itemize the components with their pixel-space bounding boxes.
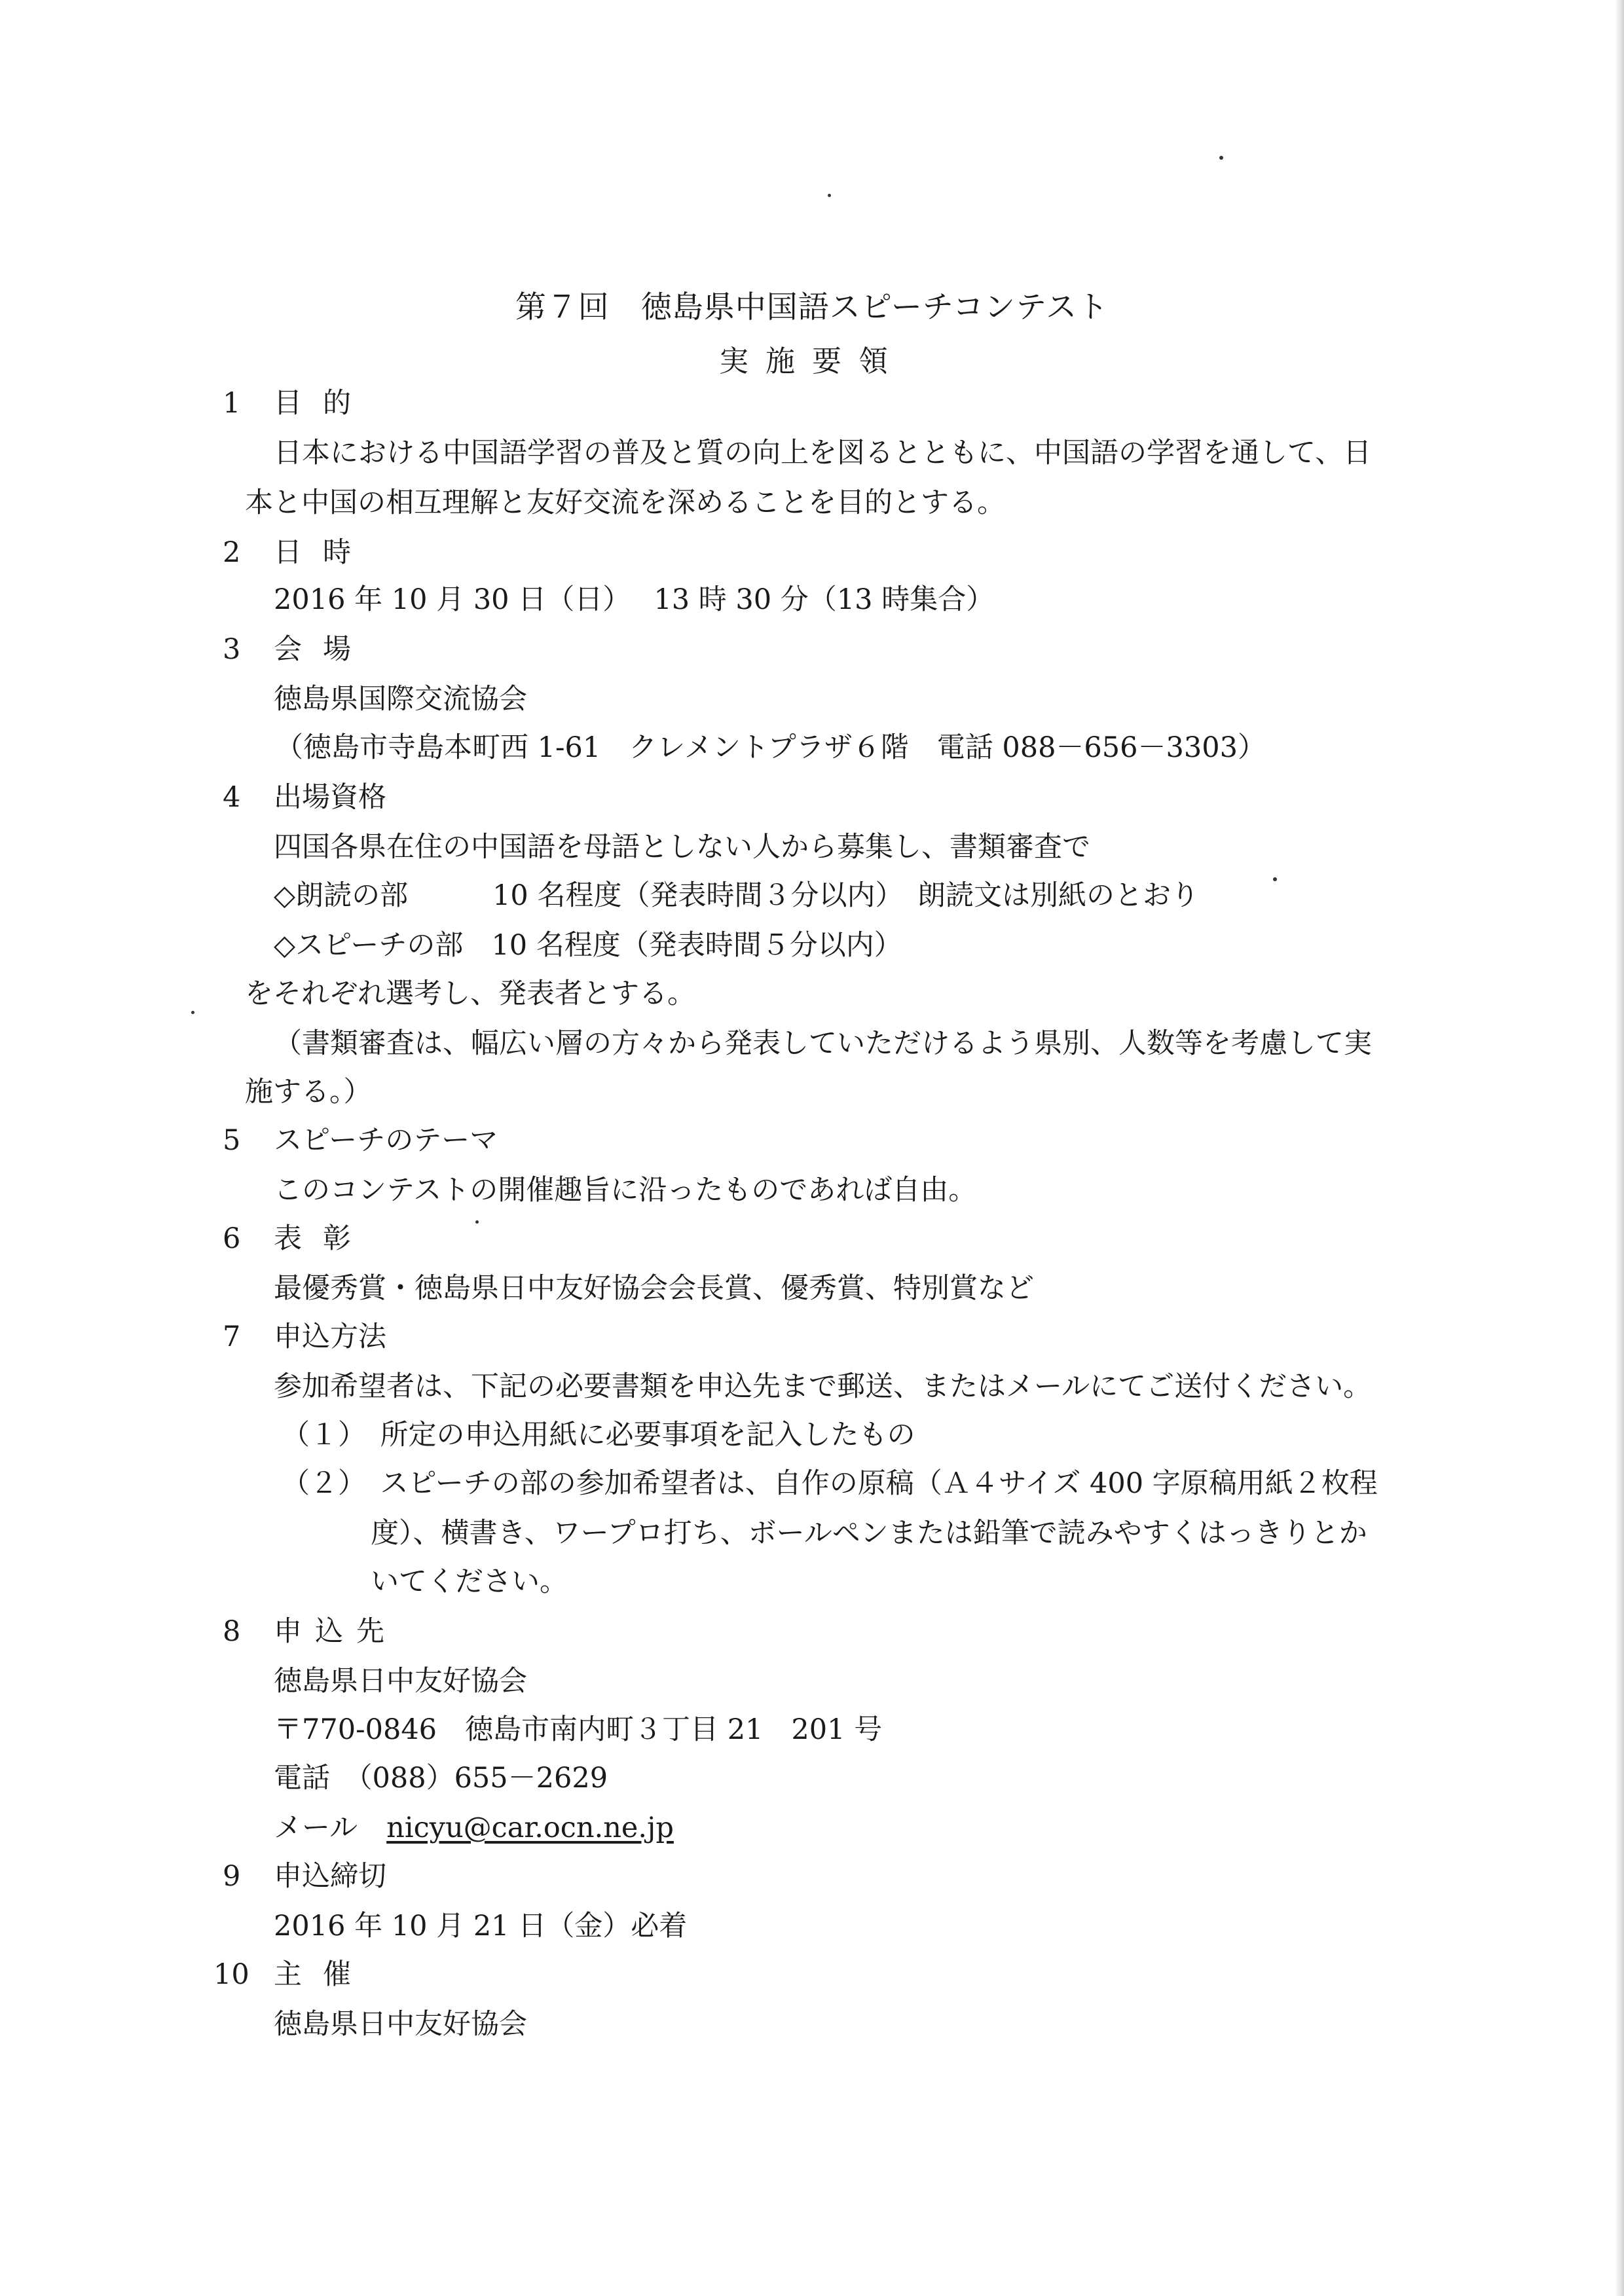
section-number: 1 <box>223 387 241 420</box>
section-number: 8 <box>223 1615 241 1648</box>
section-text: ◇朗読の部 10 名程度（発表時間３分以内） 朗読文は別紙のとおり <box>274 879 1199 912</box>
section-text: 〒770-0846 徳島市南内町３丁目 21 201 号 <box>274 1713 883 1746</box>
section-text: 施する。） <box>245 1076 372 1108</box>
section-number: 6 <box>223 1222 241 1255</box>
section-text: 本と中国の相互理解と友好交流を深めることを目的とする。 <box>245 486 1005 519</box>
document-title: 第７回 徳島県中国語スピーチコンテスト <box>515 289 1109 325</box>
section-text: （２） スピーチの部の参加希望者は、自作の原稿（Ａ４サイズ 400 字原稿用紙２枚程 <box>282 1467 1378 1500</box>
section-text: 最優秀賞・徳島県日中友好協会会長賞、優秀賞、特別賞など <box>274 1272 1034 1305</box>
section-heading: 申込方法 <box>274 1321 386 1353</box>
section-text: ◇スピーチの部 10 名程度（発表時間５分以内） <box>274 929 902 962</box>
section-text: （１） 所定の申込用紙に必要事項を記入したもの <box>282 1419 915 1451</box>
scan-speck <box>191 1011 194 1014</box>
mail-label: メール <box>274 1812 358 1844</box>
section-heading: スピーチのテーマ <box>274 1124 498 1157</box>
email-link[interactable]: nicyu@car.ocn.ne.jp <box>386 1812 674 1844</box>
section-text: （徳島市寺島本町西 1-61 クレメントプラザ６階 電話 088－656－3303） <box>275 731 1266 764</box>
section-number: 5 <box>223 1124 241 1157</box>
section-text: 電話 （088）655－2629 <box>274 1762 608 1795</box>
scan-speck <box>475 1220 479 1224</box>
section-text: いてください。 <box>371 1565 568 1598</box>
section-number: 10 <box>213 1958 249 1991</box>
section-number: 3 <box>223 633 241 666</box>
scan-speck <box>1273 877 1277 881</box>
section-number: 4 <box>223 781 241 814</box>
section-heading: 日時 <box>274 536 372 569</box>
section-text: このコンテストの開催趣旨に沿ったものであれば自由。 <box>274 1174 977 1207</box>
section-text: をそれぞれ選考し、発表者とする。 <box>245 977 695 1010</box>
document-subtitle: 実施要領 <box>718 344 905 378</box>
section-text: 徳島県日中友好協会 <box>274 2008 527 2041</box>
scan-speck <box>1219 156 1223 160</box>
section-heading: 主催 <box>274 1958 372 1991</box>
section-number: 9 <box>223 1860 241 1893</box>
section-heading: 会場 <box>274 633 372 666</box>
section-heading: 目的 <box>274 387 372 420</box>
section-text: 参加希望者は、下記の必要書類を申込先まで郵送、またはメールにてご送付ください。 <box>274 1370 1372 1403</box>
mail-row <box>274 1810 674 1846</box>
scan-speck <box>828 194 831 197</box>
section-heading: 申込締切 <box>274 1860 386 1893</box>
section-text: 2016 年 10 月 30 日（日） 13 時 30 分（13 時集合） <box>274 583 995 616</box>
section-text: 四国各県在住の中国語を母語としない人から募集し、書類審査で <box>274 831 1090 864</box>
section-heading: 出場資格 <box>274 781 386 814</box>
section-heading: 申込先 <box>274 1615 397 1648</box>
section-text: 日本における中国語学習の普及と質の向上を図るとともに、中国語の学習を通して、日 <box>274 437 1372 469</box>
section-text: 徳島県国際交流協会 <box>274 683 527 716</box>
section-text: 徳島県日中友好協会 <box>274 1665 527 1698</box>
section-text: 2016 年 10 月 21 日（金）必着 <box>274 1910 688 1942</box>
section-text: （書類審査は、幅広い層の方々から発表していただけるよう県別、人数等を考慮して実 <box>274 1027 1372 1060</box>
section-heading: 表彰 <box>274 1222 372 1255</box>
section-text: 度）、横書き、ワープロ打ち、ボールペンまたは鉛筆で読みやすくはっきりとか <box>371 1517 1367 1550</box>
section-number: 2 <box>223 536 241 569</box>
section-number: 7 <box>223 1321 241 1353</box>
